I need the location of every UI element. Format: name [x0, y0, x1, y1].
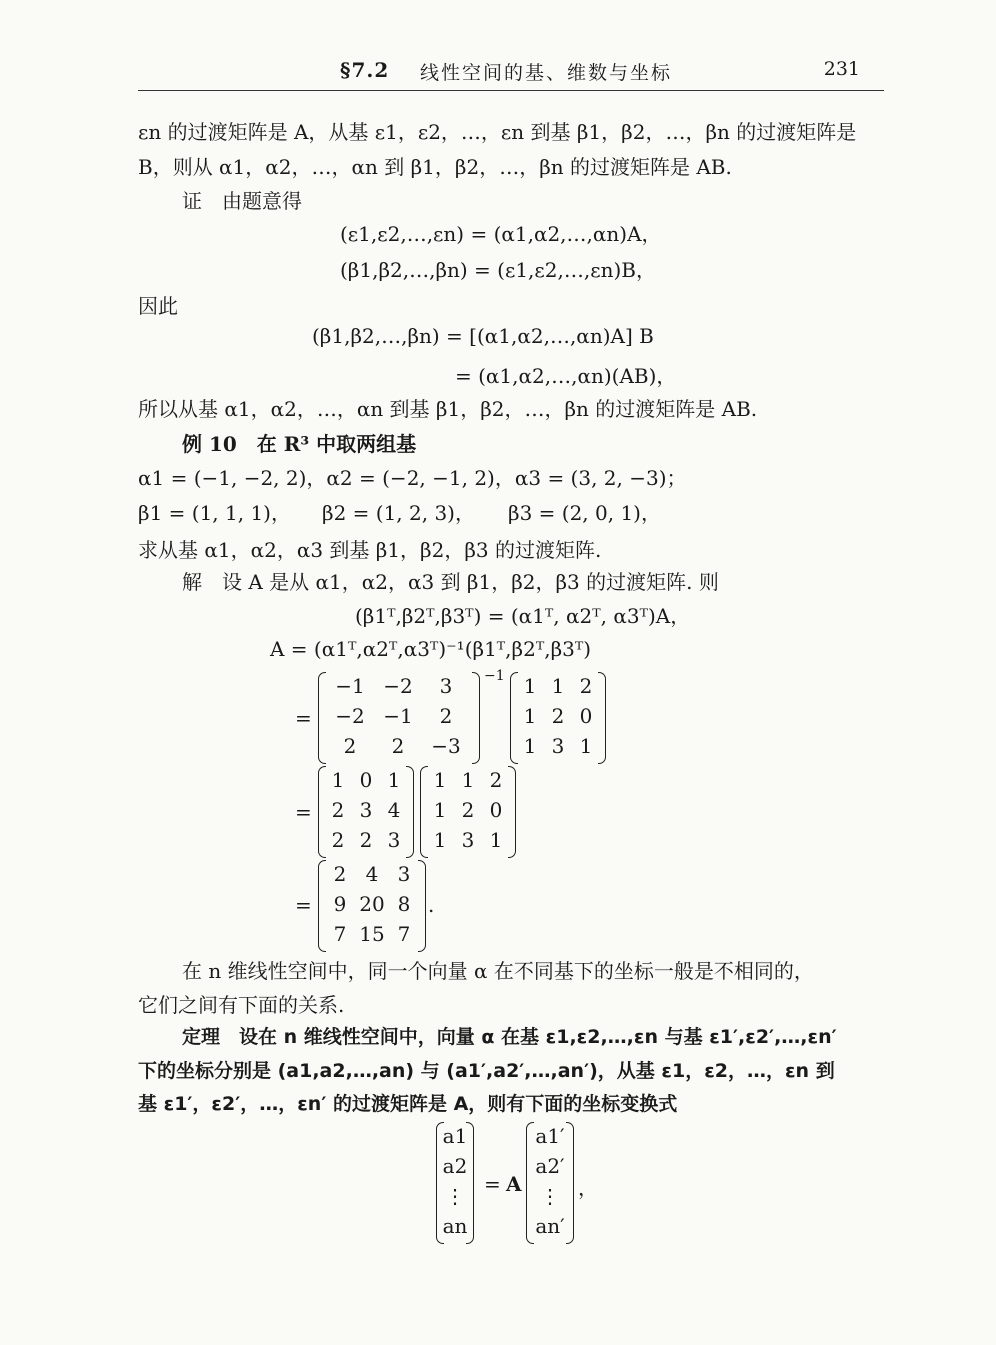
- inverse-exponent: −1: [484, 668, 505, 684]
- matrix-cell: 3: [397, 862, 411, 886]
- text-line: 它们之间有下面的关系.: [138, 993, 345, 1017]
- matrix-cell: 1: [461, 768, 475, 792]
- matrix-cell: 1: [523, 704, 537, 728]
- matrix-cell: 7: [333, 922, 347, 946]
- matrix-cell: 20: [359, 892, 385, 916]
- matrix-result: [318, 860, 426, 952]
- matrix-cell: 3: [387, 828, 401, 852]
- matrix-beta: [420, 766, 516, 858]
- equation: (ε1,ε2,…,εn) = (α1,α2,…,αn)A，: [340, 222, 662, 246]
- matrix-bracket-right: [472, 672, 480, 764]
- matrix-cell: a2′: [535, 1154, 565, 1178]
- example-heading: 例 10 在 R³ 中取两组基: [182, 432, 417, 456]
- basis-beta3: β3 = (2, 0, 1)，: [508, 501, 661, 525]
- theorem-line: 定理 设在 n 维线性空间中，向量 α 在基 ε1,ε2,…,εn 与基 ε1′,ε2′,…,εn′: [182, 1026, 837, 1048]
- coordinate-vector-right: [526, 1122, 574, 1244]
- matrix-cell: 2: [331, 798, 345, 822]
- matrix-cell: 1: [523, 674, 537, 698]
- equals-sign: =: [484, 1172, 501, 1196]
- matrix-cell: an′: [535, 1214, 565, 1238]
- text-line: B，则从 α1，α2，…，αn 到 β1，β2，…，βn 的过渡矩阵是 AB.: [138, 155, 732, 179]
- matrix-cell: a2: [442, 1154, 468, 1178]
- matrix-cell: an: [442, 1214, 468, 1238]
- matrix-cell: 1: [433, 768, 447, 792]
- matrix-cell: 1: [387, 768, 401, 792]
- basis-beta1: β1 = (1, 1, 1)，: [138, 501, 291, 525]
- proof-label-line: 证 由题意得: [182, 189, 302, 213]
- matrix-cell: 15: [359, 922, 385, 946]
- section-number: §7.2: [340, 58, 390, 82]
- matrix-cell: 2: [551, 704, 565, 728]
- matrix-cell: a1′: [535, 1124, 565, 1148]
- theorem-line: 基 ε1′，ε2′，…，εn′ 的过渡矩阵是 A，则有下面的坐标变换式: [138, 1093, 678, 1115]
- text-line: 在 n 维线性空间中，同一个向量 α 在不同基下的坐标一般是不相同的，: [182, 959, 814, 983]
- comma: ，: [578, 1176, 598, 1200]
- matrix-inverse: [318, 766, 414, 858]
- matrix-cell: 9: [333, 892, 347, 916]
- matrix-cell: 2: [439, 704, 453, 728]
- matrix-cell: 3: [439, 674, 453, 698]
- matrix-cell: −1: [335, 674, 365, 698]
- text-line: 所以从基 α1，α2，…，αn 到基 β1，β2，…，βn 的过渡矩阵是 AB.: [138, 397, 758, 421]
- matrix-cell: 7: [397, 922, 411, 946]
- matrix-cell: ⋮: [540, 1184, 560, 1208]
- text-line: 因此: [138, 294, 178, 318]
- equation: = (α1,α2,…,αn)(AB)，: [455, 364, 677, 388]
- equals-sign: =: [295, 893, 312, 917]
- matrix-cell: −1: [383, 704, 413, 728]
- coordinate-vector-left: [436, 1122, 474, 1244]
- matrix-cell: 3: [461, 828, 475, 852]
- matrix-cell: 4: [365, 862, 379, 886]
- running-header: [138, 50, 884, 91]
- matrix-cell: 3: [551, 734, 565, 758]
- matrix-cell: 0: [489, 798, 503, 822]
- matrix-cell: 4: [387, 798, 401, 822]
- matrix-cell: 2: [579, 674, 593, 698]
- text-line: 求从基 α1，α2，α3 到基 β1，β2，β3 的过渡矩阵.: [138, 538, 602, 562]
- matrix-cell: 2: [343, 734, 357, 758]
- matrix-cell: 2: [391, 734, 405, 758]
- matrix-cell: 2: [489, 768, 503, 792]
- matrix-beta: [510, 672, 606, 764]
- matrix-cell: 3: [359, 798, 373, 822]
- matrix-cell: 1: [551, 674, 565, 698]
- matrix-cell: 8: [397, 892, 411, 916]
- equation: A = (α1ᵀ,α2ᵀ,α3ᵀ)⁻¹(β1ᵀ,β2ᵀ,β3ᵀ): [270, 637, 592, 661]
- matrix-alpha: [318, 672, 480, 764]
- solution-line: 解 设 A 是从 α1，α2，α3 到 β1，β2，β3 的过渡矩阵. 则: [182, 570, 719, 594]
- matrix-cell: 2: [461, 798, 475, 822]
- matrix-bracket-left: [318, 672, 326, 764]
- matrix-cell: −2: [383, 674, 413, 698]
- basis-alpha: α1 = (−1, −2, 2)，α2 = (−2, −1, 2)，α3 = (3, 2, −3)；: [138, 466, 687, 490]
- matrix-cell: 1: [523, 734, 537, 758]
- equation: (β1,β2,…,βn) = (ε1,ε2,…,εn)B，: [340, 258, 656, 282]
- matrix-cell: 2: [331, 828, 345, 852]
- section-title: 线性空间的基、维数与坐标: [420, 62, 673, 84]
- theorem-line: 下的坐标分别是 (a1,a2,…,an) 与 (a1′,a2′,…,an′)，从基 ε1，ε2，…，εn 到: [138, 1060, 835, 1082]
- matrix-cell: 0: [359, 768, 373, 792]
- matrix-cell: −3: [431, 734, 461, 758]
- matrix-cell: 1: [433, 828, 447, 852]
- basis-beta2: β2 = (1, 2, 3)，: [322, 501, 475, 525]
- matrix-cell: 1: [579, 734, 593, 758]
- period: .: [428, 893, 435, 917]
- matrix-cell: 1: [331, 768, 345, 792]
- matrix-cell: 1: [489, 828, 503, 852]
- matrix-cell: −2: [335, 704, 365, 728]
- matrix-A-symbol: A: [506, 1172, 522, 1196]
- equals-sign: =: [295, 706, 312, 730]
- matrix-cell: ⋮: [445, 1184, 465, 1208]
- page-number: 231: [823, 58, 860, 80]
- matrix-cell: 0: [579, 704, 593, 728]
- matrix-cell: 2: [359, 828, 373, 852]
- equation: (β1ᵀ,β2ᵀ,β3ᵀ) = (α1ᵀ, α2ᵀ, α3ᵀ)A，: [355, 604, 691, 628]
- equation: (β1,β2,…,βn) = [(α1,α2,…,αn)A] B: [312, 324, 654, 348]
- equals-sign: =: [295, 800, 312, 824]
- text-line: εn 的过渡矩阵是 A，从基 ε1，ε2，…，εn 到基 β1，β2，…，βn 的过渡矩阵是: [138, 120, 857, 144]
- matrix-cell: 1: [433, 798, 447, 822]
- matrix-cell: a1: [442, 1124, 468, 1148]
- matrix-cell: 2: [333, 862, 347, 886]
